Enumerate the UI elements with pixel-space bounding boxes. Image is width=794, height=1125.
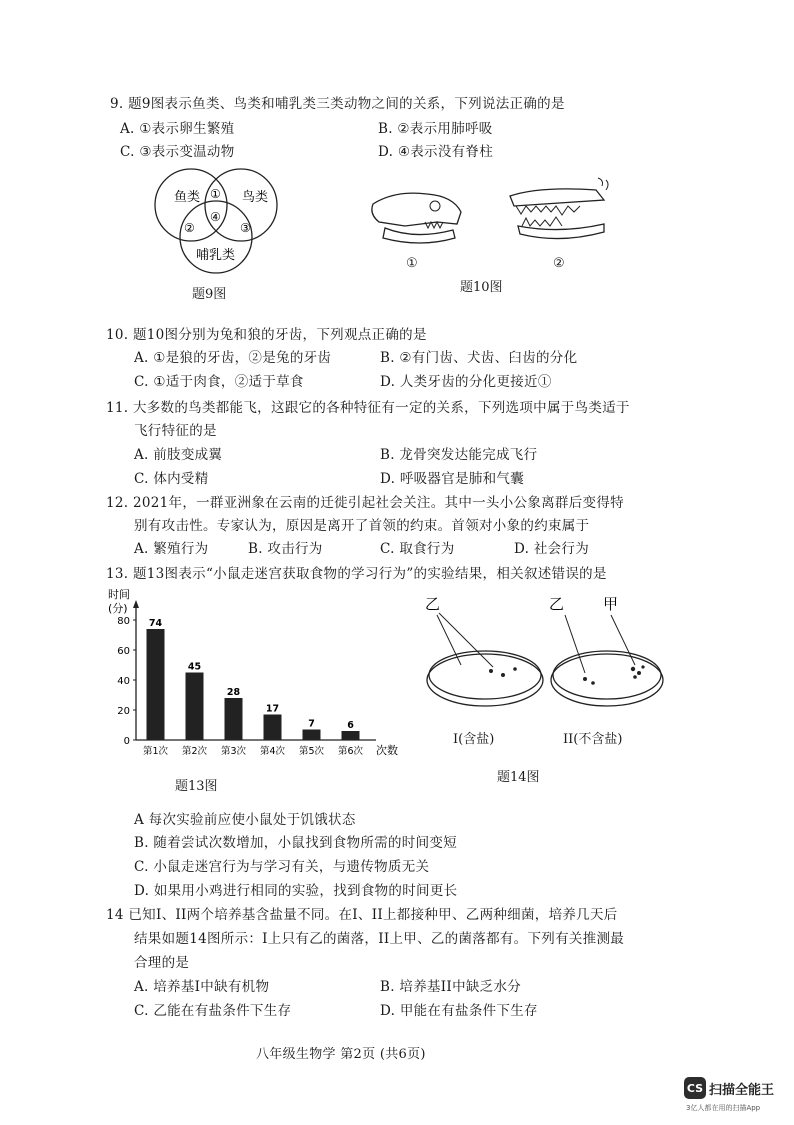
q12-option-d: D. 社会行为 (514, 541, 590, 557)
q13-stem: 13. 题13图表示“小鼠走迷宫获取食物的学习行为”的实验结果，相关叙述错误的是 (106, 566, 607, 582)
q10-option-b: B. ②有门齿、犬齿、臼齿的分化 (380, 350, 578, 366)
fig10-label-2: ② (553, 256, 565, 271)
y-tick-label: 20 (117, 706, 130, 717)
bar-value-label: 6 (347, 720, 354, 731)
dish2-caption: II(不含盐) (563, 732, 623, 747)
y-tick-label: 40 (117, 676, 130, 687)
q10-option-c: C. ①适于肉食，②适于草食 (134, 374, 304, 390)
dish2-label-jia: 甲 (603, 595, 619, 613)
venn-region-4: ④ (210, 210, 221, 224)
petri-dish-2 (545, 595, 695, 715)
q12-stem-line1: 12. 2021年，一群亚洲象在云南的迁徙引起社会关注。其中一头小公象离群后变得特 (106, 495, 624, 511)
page-footer: 八年级生物学 第2页 (共6页) (256, 1047, 426, 1062)
fig9-caption: 题9图 (192, 287, 227, 302)
q14-stem-line2: 结果如题14图所示：I上只有乙的菌落，II上甲、乙的菌落都有。下列有关推测最 (134, 931, 625, 947)
x-tick-label: 第2次 (181, 746, 208, 757)
q9-stem: 9. 题9图表示鱼类、鸟类和哺乳类三类动物之间的关系，下列说法正确的是 (110, 96, 565, 112)
venn-diagram (146, 165, 286, 280)
q11-stem-line2: 飞行特征的是 (134, 423, 217, 439)
q14-option-a: A. 培养基I中缺有机物 (134, 979, 270, 995)
q13-option-c: C. 小鼠走迷宫行为与学习有关，与遗传物质无关 (134, 859, 430, 875)
x-tick-label: 第3次 (220, 746, 247, 757)
q9-option-d: D. ④表示没有脊柱 (378, 144, 494, 160)
scanner-logo-icon: CS (684, 1077, 706, 1099)
fig13-caption: 题13图 (175, 779, 218, 794)
chart-ylabel-line1: 时间 (108, 588, 130, 601)
bar (342, 731, 360, 740)
q10-option-a: A. ①是狼的牙齿，②是兔的牙齿 (134, 350, 332, 366)
fig10-caption: 题10图 (460, 280, 503, 295)
q10-stem: 10. 题10图分别为兔和狼的牙齿，下列观点正确的是 (106, 327, 427, 343)
q14-stem-line1: 14 已知I、II两个培养基含盐量不同。在I、II上都接种甲、乙两种细菌，培养几天后 (106, 907, 618, 923)
q14-option-b: B. 培养基II中缺乏水分 (380, 979, 522, 995)
q12-option-a: A. 繁殖行为 (134, 541, 209, 557)
x-tick-label: 第1次 (142, 746, 169, 757)
bar (303, 730, 321, 741)
x-tick-label: 第6次 (337, 746, 364, 757)
q12-option-c: C. 取食行为 (380, 541, 455, 557)
q11-option-a: A. 前肢变成翼 (134, 447, 223, 463)
q13-option-a: A 每次实验前应使小鼠处于饥饿状态 (134, 812, 356, 828)
q11-option-d: D. 呼吸器官是肺和气囊 (380, 471, 525, 487)
bar (225, 698, 243, 740)
bar-value-label: 28 (226, 687, 241, 698)
q9-option-b: B. ②表示用肺呼吸 (378, 121, 493, 137)
chart-ylabel-line2: (分) (108, 602, 128, 615)
y-tick-label: 80 (117, 616, 130, 627)
venn-bird-label: 鸟类 (242, 190, 269, 205)
rabbit-skull-drawing (365, 182, 475, 262)
x-tick-label: 第5次 (298, 746, 325, 757)
dish1-caption: I(含盐) (453, 732, 495, 747)
dish1-label-yi: 乙 (425, 595, 441, 613)
q14-option-d: D. 甲能在有盐条件下生存 (380, 1003, 538, 1019)
q12-stem-line2: 别有攻击性。专家认为，原因是离开了首领的约束。首领对小象的约束属于 (134, 518, 590, 534)
bar-value-label: 7 (308, 718, 315, 730)
venn-mammal-label: 哺乳类 (196, 248, 236, 263)
bar-chart (108, 588, 408, 768)
bar-value-label: 17 (265, 703, 280, 715)
q11-option-b: B. 龙骨突发达能完成飞行 (380, 447, 538, 463)
q11-stem-line1: 11. 大多数的鸟类都能飞，这跟它的各种特征有一定的关系，下列选项中属于鸟类适于 (106, 400, 630, 416)
x-tick-label: 第4次 (259, 746, 286, 757)
fig14-caption: 题14图 (497, 770, 540, 785)
y-tick-label: 0 (123, 736, 130, 747)
fig10-label-1: ① (406, 256, 418, 271)
q13-option-d: D. 如果用小鸡进行相同的实验，找到食物的时间更长 (134, 883, 458, 899)
y-axis-arrow (133, 600, 139, 608)
q14-stem-line3: 合理的是 (134, 955, 190, 971)
scanner-tagline: 3亿人都在用的扫描App (686, 1104, 761, 1112)
q10-option-d: D. 人类牙齿的分化更接近① (380, 374, 552, 390)
q14-option-c: C. 乙能在有盐条件下生存 (134, 1003, 292, 1019)
q13-option-b: B. 随着尝试次数增加，小鼠找到食物所需的时间变短 (134, 835, 458, 851)
dish2-label-yi: 乙 (549, 595, 565, 613)
q11-option-c: C. 体内受精 (134, 471, 209, 487)
venn-region-1: ① (210, 187, 221, 201)
q9-option-a: A. ①表示卵生繁殖 (120, 121, 235, 137)
bar-value-label: 45 (187, 661, 202, 673)
venn-region-2: ② (184, 221, 195, 235)
wolf-skull-drawing (500, 172, 620, 252)
bar (186, 673, 204, 741)
y-tick-label: 60 (117, 646, 130, 657)
chart-xlabel: 次数 (376, 744, 398, 757)
bar (147, 629, 165, 740)
bar-value-label: 74 (148, 618, 163, 629)
venn-fish-label: 鱼类 (174, 190, 201, 205)
venn-region-3: ③ (240, 221, 251, 235)
q12-option-b: B. 攻击行为 (248, 541, 323, 557)
scanner-brand: 扫描全能王 (709, 1083, 775, 1098)
bar (264, 715, 282, 741)
q9-option-c: C. ③表示变温动物 (120, 144, 235, 160)
